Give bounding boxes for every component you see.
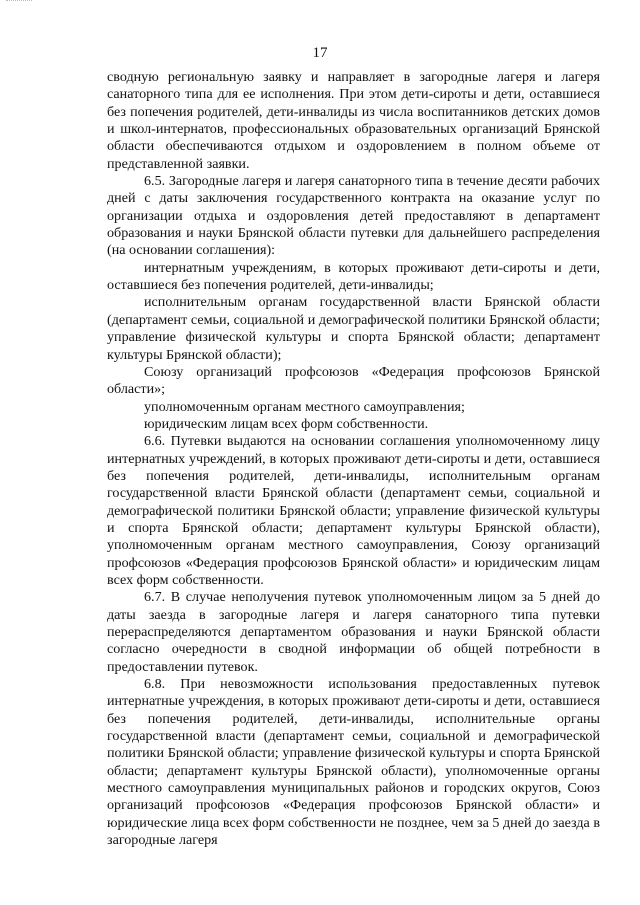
paragraph-6-5: 6.5. Загородные лагеря и лагеря санаторного типа в течение десяти рабочих дней с даты заключения государственного контракта на оказание услуг по организации отдыха и оздоровления детей предоставляют в департамент образования и науки Брянской области путевки для дальнейшего распределения (на основании соглашения): (107, 173, 600, 259)
list-item-trade-unions: Союзу организаций профсоюзов «Федерация профсоюзов Брянской области»; (107, 363, 600, 398)
list-item-executive-bodies: исполнительным органам государственной власти Брянской области (департамент семьи, социальной и демографической политики Брянской области; управление физической культуры и спорта Брянской области; департамент культуры Брянской области); (107, 294, 600, 363)
list-item-legal-entities: юридическим лицам всех форм собственности. (144, 415, 429, 432)
list-item-boarding-institutions: интернатным учреждениям, в которых проживают дети-сироты и дети, оставшиеся без попечения родителей, дети-инвалиды; (107, 259, 600, 294)
paragraph-6-6: 6.6. Путевки выдаются на основании соглашения уполномоченному лицу интернатных учреждений, в которых проживают дети-сироты и дети, оставшиеся без попечения родителей, дети-инвалиды, исполнительным органам государственной власти Брянской области (департамент семьи, социальной и демографической политики Брянской области; управление физической культуры и спорта Брянской области; департамент культуры Брянской области), уполномоченным органам местного самоуправления, Союзу организаций профсоюзов «Федерация профсоюзов Брянской области» и юридическим лицам всех форм собственности. (107, 433, 600, 588)
document-body (107, 69, 600, 849)
paragraph-6-8: 6.8. При невозможности использования предоставленных путевок интернатные учреждения, в которых проживают дети-сироты и дети, оставшиеся без попечения родителей, дети-инвалиды, исполнительные органы государственной власти (департамент семьи, социальной и демографической политики Брянской области; управление физической культуры и спорта Брянской области; департамент культуры Брянской области), уполномоченные органы местного самоуправления муниципальных районов и городских округов, Союз организаций профсоюзов «Федерация профсоюзов Брянской области» и юридические лица всех форм собственности не позднее, чем за 5 дней до заезда в загородные лагеря (107, 676, 600, 849)
paragraph-continuation: сводную региональную заявку и направляет в загородные лагеря и лагеря санаторного типа для ее исполнения. При этом дети-сироты и дети, оставшиеся без попечения родителей, дети-инвалиды из числа воспитанников детских домов и школ-интернатов, профессиональных образовательных организаций Брянской области обеспечиваются отдыхом и оздоровлением в полном объеме от представленной заявки. (107, 69, 600, 172)
page-number: 17 (312, 45, 328, 61)
scan-corner-mark (6, 0, 32, 3)
paragraph-6-7: 6.7. В случае неполучения путевок уполномоченным лицом за 5 дней до даты заезда в загородные лагеря и лагеря санаторного типа путевки перераспределяются департаментом образования и науки Брянской области согласно очередности в сводной информации об общей потребности в предоставлении путевок. (107, 589, 600, 675)
list-item-local-government: уполномоченным органам местного самоуправления; (144, 398, 465, 415)
